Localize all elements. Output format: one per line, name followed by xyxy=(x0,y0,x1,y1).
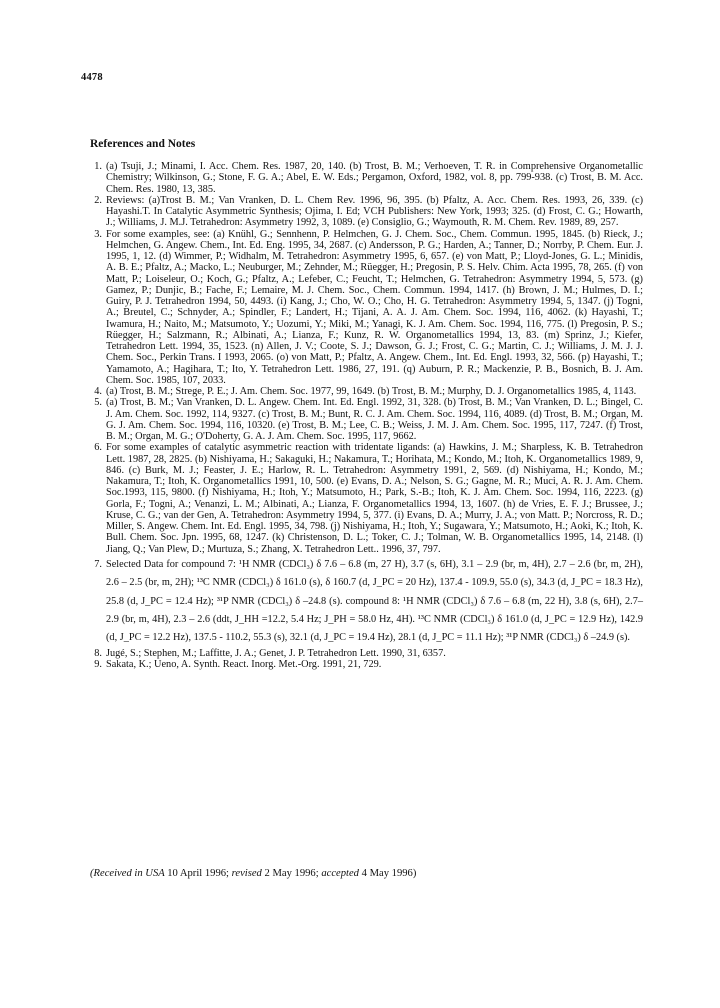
reference-item xyxy=(86,659,643,670)
reference-list xyxy=(86,161,643,670)
reference-item xyxy=(86,386,643,397)
reference-text: Jugé, S.; Stephen, M.; Laffitte, J. A.; Genet, J. P. Tetrahedron Lett. 1990, 31, 6357. xyxy=(106,647,446,659)
reference-item xyxy=(86,161,643,195)
received-dates xyxy=(90,868,416,879)
reference-number: 3. xyxy=(94,228,102,240)
received-date: 10 April 1996; xyxy=(167,868,229,879)
reference-number: 1. xyxy=(94,161,102,172)
reference-text: (a) Tsuji, J.; Minami, I. Acc. Chem. Res. 1987, 20, 140. (b) Trost, B. M.; Verhoeven, T. R. in Comprehensive Organometallic Chemistry; Wilkinson, G.; Stone, F. G. A.; Abel, E. W. Eds.; Pergamon, Oxford, 1982, vol. 8, pp. 799-938. (c) Trost, B. M. Acc. Chem. Res. 1980, 13, 385. xyxy=(106,161,643,195)
reference-number: 2. xyxy=(94,194,102,206)
accepted-date: 4 May 1996) xyxy=(361,868,417,879)
received-label: (Received in xyxy=(90,868,143,879)
reference-number: 5. xyxy=(94,397,102,409)
revised-label: revised xyxy=(231,868,262,879)
reference-item xyxy=(86,442,643,555)
accepted-label: accepted xyxy=(321,868,359,879)
revised-date: 2 May 1996; xyxy=(264,868,319,879)
reference-text: For some examples of catalytic asymmetric reaction with tridentate ligands: (a) Hawkins, J. M.; Sharpless, K. B. Tetrahedron Lett. 1987, 28, 2825. (b) Nishiyama, H.; Sakaguki, H.; Nakamura, T.; Horihata, M.; Kondo, M.; Itoh, K. Organometallics 1989, 9, 846. (c) Burk, M. J.; Feaster, J. E.; Harlow, R. L. Tetrahedron: Asymmetry 1991, 2, 569. (d) Nishiyama, H.; Kondo, M.; Nakamura, T.; Itoh, K. Organometallics 1991, 10, 500. (e) Evans, D. A.; Nelson, S. G.; Gagne, M. R.; Muci, A. R. J. Am. Chem. Soc.1993, 115, 9800. (f) Nishiyama, H.; Itoh, Y.; Matsumoto, H.; Park, S.-B.; Itoh, K. J. Am. Chem. Soc. 1994, 116, 2223. (g) Gorla, F.; Togni, A.; Venanzi, L. M.; Albinati, A.; Lianza, F. Organometallics 1994, 13, 1607. (h) de Vries, E. F. J.; Brussee, J.; Kruse, C. G.; van der Gen, A. Tetrahedron: Asymmetry 1994, 5, 377. (i) Evans, D. A.; Murry, J. A.; von Matt. P.; Norcross, R. D.; Miller, S. Angew. Chem. Int. Ed. Engl. 1995, 34, 798. (j) Nishiyama, H.; Itoh, Y.; Sugawara, Y.; Matsumoto, H.; Aoki, K.; Itoh, K. Bull. Chem. Soc. Jpn. 1995, 68, 1247. (k) Christenson, D. L.; Toker, C. J.; Tolman, W. B. Organometallics 1995, 14, 2148. (l) Jiang, Q.; Van Plew, D.; Murtuza, S.; Zhang, X. Tetrahedron Lett.. 1996, 37, 797. xyxy=(106,442,643,555)
reference-text: For some examples, see: (a) Knühl, G.; Sennhenn, P. Helmchen, G. J. Chem. Soc., Chem. Commun. 1995, 1845. (b) Rieck, J.; Helmchen, G. Angew. Chem., Int. Ed. Eng. 1995, 34, 2687. (c) Andersson, P. G.; Harden, A.; Tanner, D.; Norrby, P. Chem. Eur. J. 1995, 1, 12. (d) Wimmer, P.; Widhalm, M. Tetrahedron: Asymmetry 1995, 6, 657. (e) von Matt, P.; Lloyd-Jones, G. L.; Minidis, A. B. E.; Pfaltz, A.; Macko, L.; Neuburger, M.; Zehnder, M.; Rüegger, H.; Pregosin, P. S. Helv. Chim. Acta 1995, 78, 265. (f) von Matt, P.; Loiseleur, O.; Koch, G.; Pfaltz, A.; Lefeber, C.; Feucht, T.; Helmchen, G. Tetrahedron: Asymmetry 1994, 5, 573. (g) Gamez, P.; Dunjic, B.; Fache, F.; Lemaire, M. J. Chem. Soc., Chem. Commun. 1994, 1417. (h) Brown, J. M.; Hulmes, D. I.; Guiry, P. J. Tetrahedron 1994, 50, 4493. (i) Kang, J.; Cho, W. O.; Cho, H. G. Tetrahedron: Asymmetry 1994, 5, 1347. (j) Togni, A.; Breutel, C.; Schnyder, A.; Spindler, F.; Landert, H.; Tijani, A. A. J. Am. Chem. Soc. 1994, 116, 4062. (k) Hayashi, T.; Iwamura, H.; Naito, M.; Matsumoto, Y.; Uozumi, Y.; Miki, M.; Yanagi, K. J. Am. Chem. Soc. 1994, 116, 775. (l) Pregosin, P. S.; Rüegger, H.; Salzmann, R.; Albinati, A.; Lianza, F.; Kunz, R. W. Organometallics 1994, 13, 83. (m) Sprinz, J.; Kiefer, Tetrahedron Lett. 1994, 35, 1523. (n) Allen, J. V.; Coote, S. J.; Dawson, G. J.; Frost, C. G.; Martin, C. J.; Williams, J. M. J. J. Chem. Soc., Perkin Trans. I 1993, 2065. (o) von Matt, P.; Pfaltz, A. Angew. Chem., Int. Ed. Engl. 1993, 32, 566. (p) Hayashi, T.; Yamamoto, A.; Hagihara, T.; Ito, Y. Tetrahedron Lett. 1986, 27, 191. (q) Auburn, P. R.; Mackenzie, P. B., Bosnich, B. J. Am. Chem. Soc. 1985, 107, 2033. xyxy=(106,228,643,386)
page-number: 4478 xyxy=(81,72,103,83)
reference-number: 7. xyxy=(94,558,102,570)
reference-text: Selected Data for compound 7: ¹H NMR (CDCl₃) δ 7.6 – 6.8 (m, 27 H), 3.7 (s, 6H), 3.1 – 2.9 (br, m, 4H), 2.7 – 2.6 (br, m, 2H), 2.6 – 2.5 (br, m, 2H); ¹³C NMR (CDCl₃) δ 161.0 (s), δ 160.7 (d, J_PC = 20 Hz), 137.4 - 109.9, 55.0 (s), 34.3 (d, J_PC = 18.3 Hz), 25.8 (d, J_PC = 12.4 Hz); ³¹P NMR (CDCl₃) δ –24.8 (s). compound 8: ¹H NMR (CDCl₃) δ 7.6 – 6.8 (m, 22 H), 3.8 (s, 6H), 2.7–2.9 (br, m, 4H), 2.3 – 2.6 (ddt, J_HH =12.2, 5.4 Hz; J_PH = 58.0 Hz, 4H). ¹³C NMR (CDCl₃) δ 161.0 (d, J_PC = 12.9 Hz), 142.9 (d, J_PC = 12.2 Hz), 137.5 - 110.2, 55.3 (s), 32.1 (d, J_PC = 19.4 Hz), 28.1 (d, J_PC = 11.1 Hz); ³¹P NMR (CDCl₃) δ –24.9 (s). xyxy=(106,558,643,644)
section-title: References and Notes xyxy=(90,138,196,150)
reference-item xyxy=(86,229,643,387)
reference-item xyxy=(86,648,643,659)
reference-item xyxy=(86,195,643,229)
reference-text: Sakata, K.; Ueno, A. Synth. React. Inorg. Met.-Org. 1991, 21, 729. xyxy=(106,659,382,671)
reference-number: 8. xyxy=(94,647,102,659)
received-country: USA xyxy=(145,868,165,879)
reference-text: Reviews: (a)Trost B. M.; Van Vranken, D. L. Chem Rev. 1996, 96, 395. (b) Pfaltz, A. Acc. Chem. Res. 1993, 26, 339. (c) Hayashi.T. In Catalytic Asymmetric Synthesis; Ojima, I. Ed; VCH Publishers: New York, 1993; 325. (d) Frost, C. G.; Howarth, J.; Williams, J. M.J. Tetrahedron: Asymmetry 1992, 3, 1089. (e) Consiglio, G.; Waymouth, R. M. Chem. Rev. 1989, 89, 257. xyxy=(106,194,643,229)
reference-number: 6. xyxy=(94,442,102,454)
reference-item xyxy=(86,556,643,648)
reference-number: 4. xyxy=(94,386,102,397)
reference-number: 9. xyxy=(94,659,102,671)
reference-item xyxy=(86,397,643,442)
reference-text: (a) Trost, B. M.; Strege, P. E.; J. Am. Chem. Soc. 1977, 99, 1649. (b) Trost, B. M.; Murphy, D. J. Organometallics 1985, 4, 1143. xyxy=(106,386,637,397)
reference-text: (a) Trost, B. M.; Van Vranken, D. L. Angew. Chem. Int. Ed. Engl. 1992, 31, 328. (b) Trost, B. M.; Van Vranken, D. L.; Bingel, C. J. Am. Chem. Soc. 1992, 114, 9327. (c) Trost, B. M.; Bunt, R. C. J. Am. Chem. Soc. 1994, 116, 4089. (d) Trost, B. M.; Organ, M. G. J. Am. Chem. Soc. 1994, 116, 10320. (e) Trost, B. M.; Lee, C. B.; Weiss, J. M. J. Am. Chem. Soc. 1995, 117, 7247. (f) Trost, B. M.; Organ, M. G.; O'Doherty, G. A. J. Am. Chem. Soc. 1995, 117, 9662. xyxy=(106,397,643,442)
